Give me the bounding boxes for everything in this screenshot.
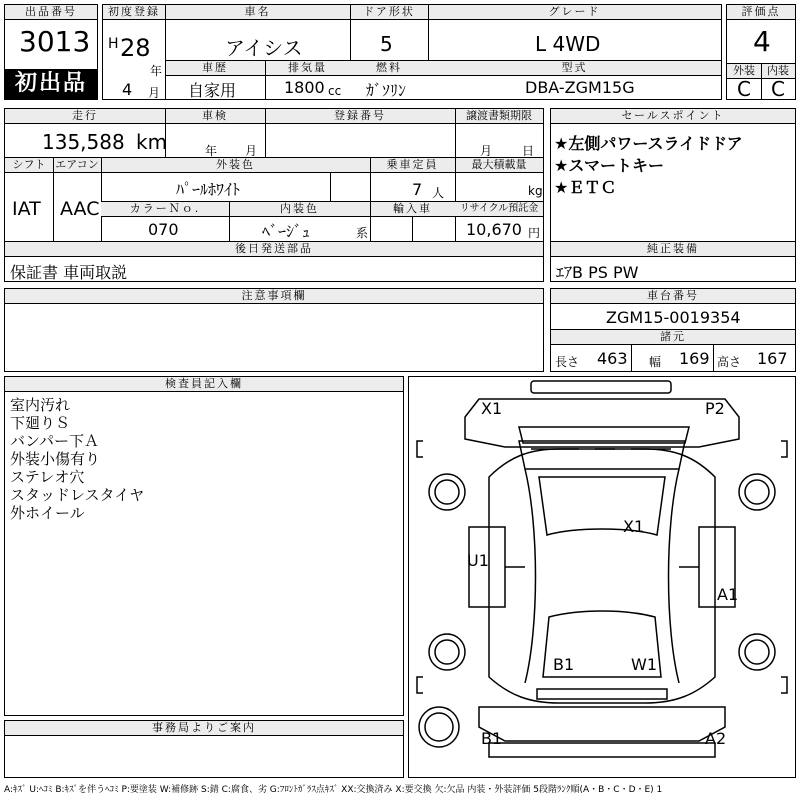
mark-b1-bottom-left: B1 [481, 729, 503, 748]
inspector-items [10, 396, 144, 522]
reg-month: 4 [122, 80, 133, 99]
door-label: ドア形状 [350, 5, 428, 20]
inspector-item: バンパー下Ａ [10, 432, 99, 450]
notes-label: 注意事項欄 [5, 289, 543, 304]
inspector-item: スタッドレスタイヤ [10, 486, 145, 504]
color-number: 070 [148, 220, 179, 239]
ac-label: エアコン [53, 158, 101, 173]
era: H [108, 36, 119, 52]
car-diagram-box [408, 376, 796, 778]
mark-u1-left: U1 [467, 551, 489, 570]
reg-label: 初度登録 [103, 5, 165, 20]
colorno-label: カラーＮｏ. [101, 202, 229, 217]
fuel-label: 燃料 [350, 61, 428, 76]
int-label: 内装 [761, 64, 795, 79]
displacement: 1800 [284, 78, 325, 97]
load-unit: kg [528, 184, 543, 198]
inspector-item: 室内汚れ [10, 396, 71, 414]
interior-color: ﾍﾞｰｼﾞｭ [262, 222, 311, 241]
length: 463 [597, 349, 628, 368]
transfer-label: 譲渡書類期限 [455, 109, 543, 124]
inspector-item: ステレオ穴 [10, 468, 85, 486]
height: 167 [757, 349, 788, 368]
mark-x1-front-left: X1 [481, 399, 503, 418]
equip-label: 純正装備 [551, 242, 795, 257]
year-unit: 年 [150, 64, 163, 78]
yen-unit: 円 [528, 226, 541, 240]
car-name: アイシス [225, 36, 303, 60]
disp-unit: cc [328, 84, 342, 98]
door-count: 5 [380, 32, 393, 56]
dims-label: 諸元 [551, 330, 795, 345]
later-parts: 保証書 車両取説 [10, 263, 128, 282]
equipment: ｴｱB PS PW [556, 263, 639, 282]
office-box [4, 720, 404, 778]
chassis-number: ZGM15-0019354 [606, 308, 741, 327]
transfer-day: 日 [522, 144, 535, 158]
chassis-box [550, 288, 796, 372]
history: 自家用 [188, 81, 237, 100]
length-label: 長さ [555, 355, 580, 369]
ext-label: 外装 [727, 64, 761, 79]
inspect-label: 車検 [165, 109, 265, 124]
mark-b1-rear-left: B1 [553, 655, 575, 674]
lot-box [4, 4, 98, 100]
width-label: 幅 [649, 355, 662, 369]
model-code: DBA-ZGM15G [525, 78, 635, 97]
first-listing-badge: 初出品 [5, 69, 97, 99]
inspector-box [4, 376, 404, 716]
inspect-month-unit: 月 [245, 144, 258, 158]
interior-unit: 系 [356, 226, 369, 240]
later-label: 後日発送部品 [5, 242, 543, 257]
lot-number: 3013 [19, 25, 91, 58]
ext-score: C [737, 77, 751, 101]
model-label: 型式 [428, 61, 721, 76]
ac: AAC [60, 198, 100, 220]
mark-x1-windshield: X1 [623, 517, 645, 536]
sales-point-1: ★左側パワースライドドア [554, 134, 743, 153]
reg-year: 28 [120, 34, 151, 62]
recycle-label: リサイクル預託金 [455, 202, 543, 217]
score: 4 [753, 25, 771, 58]
int-score: C [771, 77, 785, 101]
color-label: 外装色 [101, 158, 370, 173]
legend: A:ｷｽﾞ U:ﾍｺﾐ B:ｷｽﾞを伴うﾍｺﾐ P:要塗装 W:補修跡 S:錆 C:腐食、劣 G:ﾌﾛﾝﾄｶﾞﾗｽ点ｷｽﾞ XX:交換済み X:要交換 欠:欠品 内装・外装評価 5段階ﾗﾝｸ順(A・B・C・D・E) 1 [4, 785, 663, 795]
inspect-year-unit: 年 [205, 144, 218, 158]
mileage: 135,588 [42, 130, 125, 154]
month-unit: 月 [148, 86, 161, 100]
import-label: 輸入車 [370, 202, 455, 217]
car-diagram [409, 377, 795, 777]
grade-label: グレード [428, 5, 721, 20]
seats-label: 乗車定員 [370, 158, 455, 173]
recycle-fee: 10,670 [466, 220, 522, 239]
mark-w1-rear-right: W1 [631, 655, 657, 674]
history-label: 車歴 [165, 61, 265, 76]
transfer-month: 月 [480, 144, 493, 158]
disp-label: 排気量 [265, 61, 350, 76]
sales-point-2: ★スマートキー [554, 156, 665, 175]
plate-label: 登録番号 [265, 109, 455, 124]
height-label: 高さ [717, 355, 742, 369]
lot-label: 出品番号 [5, 5, 97, 20]
interior-label: 内装色 [229, 202, 370, 217]
mark-a1-right: A1 [717, 585, 739, 604]
width: 169 [679, 349, 710, 368]
mark-a2-bottom-right: A2 [705, 729, 727, 748]
inspector-label: 検査員記入欄 [5, 377, 403, 392]
office-label: 事務局よりご案内 [5, 721, 403, 736]
inspector-item: 下廻りＳ [10, 414, 71, 432]
chassis-label: 車台番号 [551, 289, 795, 304]
score-box [726, 4, 796, 100]
grade: L 4WD [535, 32, 601, 56]
shift: IAT [12, 198, 41, 220]
sales-box [550, 108, 796, 282]
shift-label: シフト [5, 158, 53, 173]
name-label: 車名 [165, 5, 350, 20]
fuel: ｶﾞｿﾘﾝ [366, 81, 407, 100]
mileage-unit: km [136, 130, 168, 154]
seats: 7 [412, 180, 423, 199]
sales-label: セールスポイント [551, 109, 795, 124]
notes-box [4, 288, 544, 372]
seats-unit: 人 [432, 186, 445, 200]
score-label: 評価点 [727, 5, 795, 20]
inspector-item: 外ホイール [10, 504, 85, 522]
mark-p2-front-right: P2 [705, 399, 725, 418]
mileage-label: 走行 [5, 109, 165, 124]
sales-point-3: ★ＥＴＣ [554, 178, 617, 197]
load-label: 最大積載量 [455, 158, 543, 173]
inspector-item: 外装小傷有り [10, 450, 101, 468]
exterior-color: ﾊﾟｰﾙﾎﾜｲﾄ [176, 180, 241, 199]
